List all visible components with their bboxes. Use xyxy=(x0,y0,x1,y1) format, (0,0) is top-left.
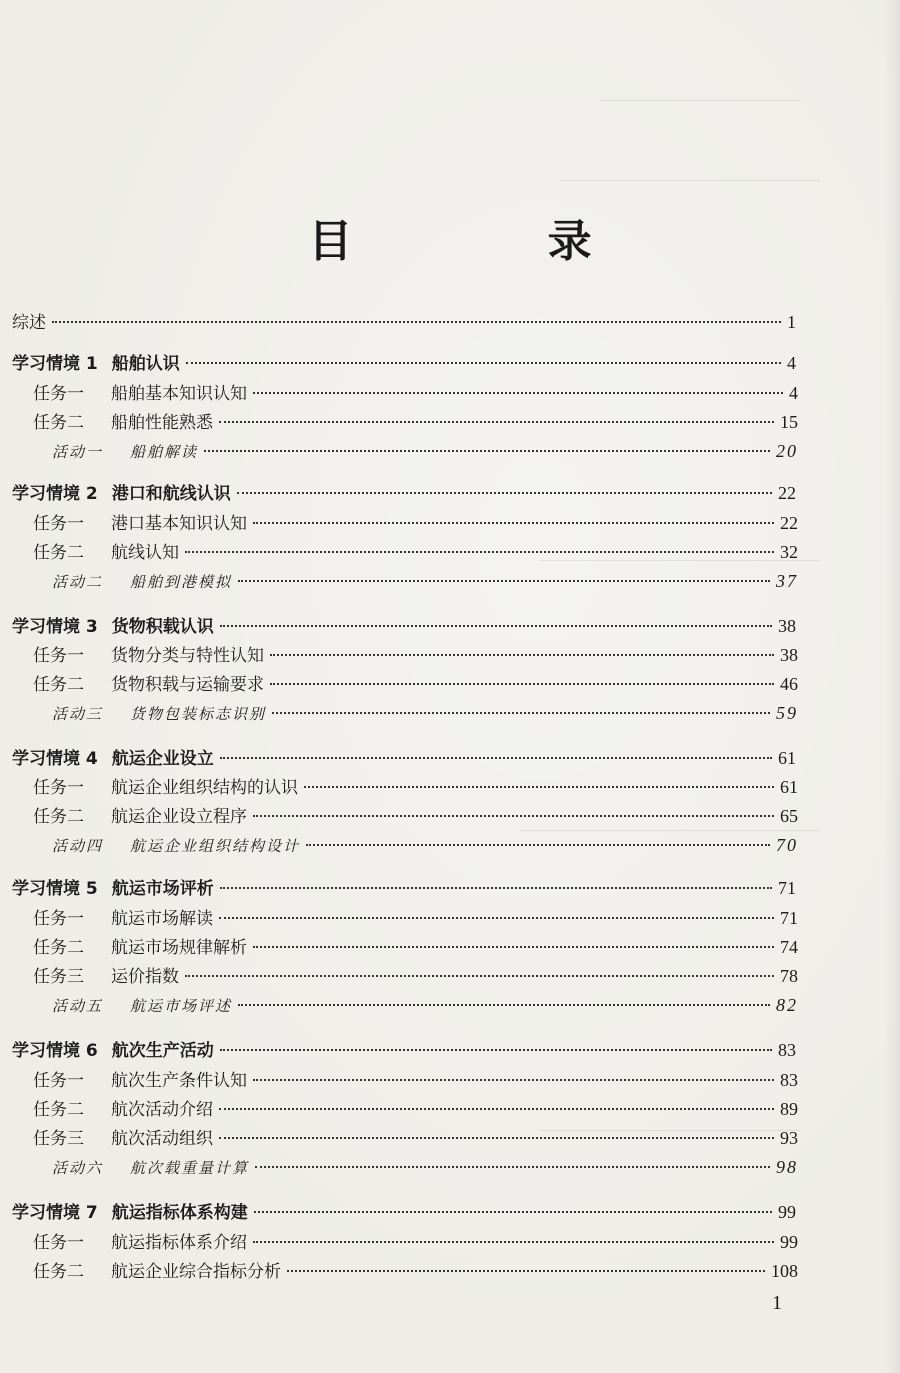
toc-entry-label: 任务二 xyxy=(33,413,84,433)
toc-entry-title: 航次活动组织 xyxy=(111,1129,213,1149)
toc-entry-title: 港口基本知识认知 xyxy=(111,514,247,534)
toc-entry-label: 任务一 xyxy=(33,1233,84,1253)
toc-entry-label: 活动三 xyxy=(52,705,104,723)
toc-page-number: 70 xyxy=(776,835,798,855)
toc-activity-entry[interactable] xyxy=(52,699,798,727)
toc-chapter-entry[interactable] xyxy=(12,874,796,902)
toc-entry-label: 任务一 xyxy=(33,384,84,404)
toc-entry-label: 学习情境 6 xyxy=(12,1041,98,1061)
toc-task-entry[interactable] xyxy=(33,538,798,566)
toc-page-number: 99 xyxy=(778,1202,796,1222)
dot-leader xyxy=(253,392,783,394)
toc-entry-label: 任务二 xyxy=(33,1262,84,1282)
toc-page-number: 20 xyxy=(776,441,798,461)
dot-leader xyxy=(185,551,774,553)
toc-entry-title: 综述 xyxy=(12,313,46,333)
toc-entry-title: 货物积载认识 xyxy=(111,617,214,637)
toc-entry-title: 港口和航线认识 xyxy=(111,484,231,504)
toc-page-number: 74 xyxy=(780,937,798,957)
dot-leader xyxy=(270,683,774,685)
dot-leader xyxy=(253,1079,774,1081)
toc-task-entry[interactable] xyxy=(33,1095,798,1123)
toc-page-number: 98 xyxy=(776,1157,798,1177)
toc-entry-title: 航运企业组织结构设计 xyxy=(130,837,301,855)
toc-entry-title: 货物分类与特性认知 xyxy=(111,646,264,666)
toc-entry-label: 学习情境 1 xyxy=(12,354,98,374)
dot-leader xyxy=(185,975,774,977)
toc-chapter-entry[interactable] xyxy=(12,1198,796,1226)
page-number: 1 xyxy=(772,1292,782,1314)
toc-entry-label: 任务二 xyxy=(33,543,84,563)
toc-entry-title: 船舶到港模拟 xyxy=(130,573,233,591)
dot-leader xyxy=(253,815,774,817)
toc-entry-title: 货物积载与运输要求 xyxy=(111,675,264,695)
toc-activity-entry[interactable] xyxy=(52,437,798,465)
toc-entry-title: 航次生产条件认知 xyxy=(111,1071,247,1091)
toc-entry-title: 船舶性能熟悉 xyxy=(111,413,213,433)
toc-page-number: 82 xyxy=(776,995,798,1015)
dot-leader xyxy=(253,946,774,948)
toc-page-number: 37 xyxy=(776,571,798,591)
toc-entry-title: 航次载重量计算 xyxy=(130,1159,250,1177)
toc-entry-label: 学习情境 4 xyxy=(12,749,98,769)
dot-leader xyxy=(220,1049,772,1051)
toc-entry-label: 任务一 xyxy=(33,646,84,666)
toc-task-entry[interactable] xyxy=(33,379,798,407)
toc-entry-title: 航运企业设立程序 xyxy=(111,807,247,827)
toc-page-number: 1 xyxy=(787,312,796,332)
dot-leader xyxy=(287,1270,765,1272)
toc-page-number: 4 xyxy=(787,353,796,373)
dot-leader xyxy=(253,522,774,524)
toc-entry-title: 航运企业设立 xyxy=(111,749,214,769)
toc-entry-title: 航运市场评述 xyxy=(130,997,233,1015)
dot-leader xyxy=(220,625,772,627)
toc-page-number: 71 xyxy=(780,908,798,928)
toc-page-number: 99 xyxy=(780,1232,798,1252)
toc-page-number: 15 xyxy=(780,412,798,432)
toc-task-entry[interactable] xyxy=(33,1066,798,1094)
toc-entry-title: 航次活动介绍 xyxy=(111,1100,213,1120)
toc-page-number: 83 xyxy=(778,1040,796,1060)
toc-entry-label: 活动六 xyxy=(52,1159,104,1177)
toc-page-number: 78 xyxy=(780,966,798,986)
dot-leader xyxy=(238,580,770,582)
dot-leader xyxy=(219,917,774,919)
toc-entry-label: 活动二 xyxy=(52,573,104,591)
dot-leader xyxy=(219,421,774,423)
toc-activity-entry[interactable] xyxy=(52,567,798,595)
toc-page-number: 59 xyxy=(776,703,798,723)
toc-activity-entry[interactable] xyxy=(52,831,798,859)
toc-page-number: 71 xyxy=(778,878,796,898)
toc-page-number: 93 xyxy=(780,1128,798,1148)
toc-chapter-entry[interactable] xyxy=(12,612,796,640)
toc-page-number: 108 xyxy=(771,1261,798,1281)
toc-entry[interactable] xyxy=(12,308,796,336)
toc-page-number: 89 xyxy=(780,1099,798,1119)
toc-task-entry[interactable] xyxy=(33,1228,798,1256)
dot-leader xyxy=(306,844,770,846)
toc-task-entry[interactable] xyxy=(33,1124,798,1152)
toc-chapter-entry[interactable] xyxy=(12,479,796,507)
toc-entry-label: 活动四 xyxy=(52,837,104,855)
dot-leader xyxy=(255,1166,770,1168)
toc-page-number: 38 xyxy=(778,616,796,636)
dot-leader xyxy=(52,321,781,323)
toc-page-number: 61 xyxy=(778,748,796,768)
toc-entry-title: 船舶认识 xyxy=(111,354,180,374)
dot-leader xyxy=(204,450,770,452)
toc-page-number: 83 xyxy=(780,1070,798,1090)
toc-entry-label: 学习情境 3 xyxy=(12,617,98,637)
toc-entry-title: 船舶解读 xyxy=(130,443,199,461)
toc-task-entry[interactable] xyxy=(33,670,798,698)
toc-entry-title: 航运指标体系介绍 xyxy=(111,1233,247,1253)
toc-entry-label: 活动五 xyxy=(52,997,104,1015)
toc-entry-label: 任务一 xyxy=(33,514,84,534)
toc-task-entry[interactable] xyxy=(33,904,798,932)
toc-task-entry[interactable] xyxy=(33,509,798,537)
toc-page-number: 65 xyxy=(780,806,798,826)
toc-entry-label: 任务二 xyxy=(33,1100,84,1120)
dot-leader xyxy=(304,786,774,788)
toc-entry-title: 运价指数 xyxy=(111,967,179,987)
toc-entry-label: 任务二 xyxy=(33,807,84,827)
toc-entry-label: 任务三 xyxy=(33,967,84,987)
toc-chapter-entry[interactable] xyxy=(12,349,796,377)
toc-entry-title: 货物包装标志识别 xyxy=(130,705,267,723)
toc-entry-label: 任务三 xyxy=(33,1129,84,1149)
toc-entry-title: 船舶基本知识认知 xyxy=(111,384,247,404)
toc-page-number: 22 xyxy=(780,513,798,533)
toc-entry-label: 任务一 xyxy=(33,1071,84,1091)
toc-task-entry[interactable] xyxy=(33,962,798,990)
toc-entry-label: 任务二 xyxy=(33,938,84,958)
toc-entry-title: 航运市场解读 xyxy=(111,909,213,929)
toc-entry-label: 活动一 xyxy=(52,443,104,461)
toc-entry-title: 航线认知 xyxy=(111,543,179,563)
toc-entry-title: 航运市场评析 xyxy=(111,879,214,899)
dot-leader xyxy=(219,1137,774,1139)
toc-page-number: 4 xyxy=(789,383,798,403)
toc-page-number: 38 xyxy=(780,645,798,665)
dot-leader xyxy=(238,1004,770,1006)
toc-task-entry[interactable] xyxy=(33,408,798,436)
toc-page-number: 22 xyxy=(778,483,796,503)
toc-entry-label: 学习情境 2 xyxy=(12,484,98,504)
dot-leader xyxy=(254,1211,772,1213)
toc-task-entry[interactable] xyxy=(33,933,798,961)
page-title: 目 录 xyxy=(308,216,682,267)
toc-entry-label: 任务一 xyxy=(33,778,84,798)
dot-leader xyxy=(220,887,772,889)
toc-task-entry[interactable] xyxy=(33,641,798,669)
toc-entry-label: 任务二 xyxy=(33,675,84,695)
page-edge-shadow xyxy=(884,0,900,1373)
dot-leader xyxy=(253,1241,774,1243)
toc-entry-title: 航运指标体系构建 xyxy=(111,1203,248,1223)
toc-entry-title: 航运企业组织结构的认识 xyxy=(111,778,298,798)
dot-leader xyxy=(220,757,772,759)
toc-entry-title: 航运市场规律解析 xyxy=(111,938,247,958)
toc-page-number: 46 xyxy=(780,674,798,694)
toc-task-entry[interactable] xyxy=(33,802,798,830)
toc-chapter-entry[interactable] xyxy=(12,1036,796,1064)
toc-task-entry[interactable] xyxy=(33,773,798,801)
toc-entry-label: 学习情境 7 xyxy=(12,1203,98,1223)
toc-activity-entry[interactable] xyxy=(52,1153,798,1181)
toc-entry-label: 任务一 xyxy=(33,909,84,929)
dot-leader xyxy=(270,654,774,656)
toc-entry-label: 学习情境 5 xyxy=(12,879,98,899)
toc-entry-title: 航次生产活动 xyxy=(111,1041,214,1061)
toc-task-entry[interactable] xyxy=(33,1257,798,1285)
toc-activity-entry[interactable] xyxy=(52,991,798,1019)
toc-page-number: 32 xyxy=(780,542,798,562)
dot-leader xyxy=(272,712,770,714)
dot-leader xyxy=(219,1108,774,1110)
toc-page-number: 61 xyxy=(780,777,798,797)
toc-chapter-entry[interactable] xyxy=(12,744,796,772)
dot-leader xyxy=(186,362,781,364)
toc-entry-title: 航运企业综合指标分析 xyxy=(111,1262,281,1282)
dot-leader xyxy=(237,492,772,494)
